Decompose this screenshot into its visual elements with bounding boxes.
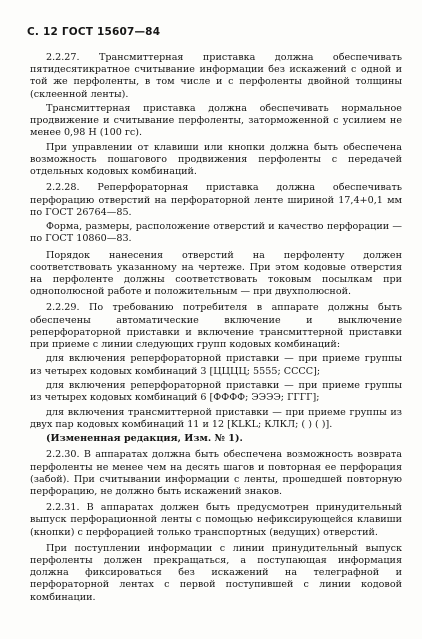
paragraph: Форма, размеры, расположение отверстий и качество перфорации — по ГОСТ 10860—83. bbox=[30, 221, 402, 245]
amendment-note: (Измененная редакция, Изм. № 1). bbox=[46, 433, 243, 445]
document-body bbox=[30, 52, 402, 606]
paragraph-2-2-27: 2.2.27. Трансмиттерная приставка должна обеспечивать пятидесятикратное считывание информации без искажений с одной и той же перфоленты, в том числе и с перфоленты двойной толщины (склеенной ленты). bbox=[30, 52, 402, 100]
page-header: С. 12 ГОСТ 15607—84 bbox=[27, 26, 161, 38]
paragraph: Порядок нанесения отверстий на перфоленту должен соответствовать указанному на чертеже. При этом кодовые отверстия на перфоленте должны соответствовать токовым посылкам при однополюсной работе и положительным — при двухполюсной. bbox=[30, 249, 402, 298]
paragraph: для включения трансмиттерной приставки — при приеме группы из двух пар кодовых комбинаций 11 и 12 [KLKL; КЛКЛ; ( ) ( )]. bbox=[30, 406, 402, 430]
paragraph-2-2-31: 2.2.31. В аппаратах должен быть предусмотрен принудительный выпуск перфорационной ленты с помощью нефиксирующейся клавиши (кнопки) с перфорацией только транспортных (ведущих) отверстий. bbox=[30, 502, 402, 538]
paragraph-2-2-30: 2.2.30. В аппаратах должна быть обеспечена возможность возврата перфоленты не менее чем на десять шагов и повторная ее перфорация (забой). При считывании информации с ленты, прошедшей повторную перфорацию, не должно быть искажений знаков. bbox=[30, 449, 402, 498]
paragraph: При поступлении информации с линии принудительный выпуск перфоленты должен прекращаться, а поступающая информация должна фиксироваться без искажений на телеграфной и перфораторной лентах с первой поступившей с линии кодовой комбинации. bbox=[30, 542, 402, 603]
paragraph: для включения реперфораторной приставки — при приеме группы из четырех кодовых комбинаций 6 [ФФФФ; ЭЭЭЭ; ГГГГ]; bbox=[30, 380, 402, 404]
paragraph: для включения реперфораторной приставки — при приеме группы из четырех кодовых комбинаций 3 [ЦЦЦЦ; 5555; СССС]; bbox=[30, 353, 402, 377]
paragraph-2-2-29: 2.2.29. По требованию потребителя в аппарате должны быть обеспечены автоматические включение и выключение реперфораторной приставки и включение трансмиттерной приставки при приеме с линии следующих групп кодовых комбинаций: bbox=[30, 302, 402, 351]
paragraph-2-2-28: 2.2.28. Реперфораторная приставка должна обеспечивать перфорацию отверстий на перфораторной ленте шириной 17,4+0,1 мм по ГОСТ 26764—85. bbox=[30, 182, 402, 218]
paragraph: При управлении от клавиши или кнопки должна быть обеспечена возможность пошагового продвижения перфоленты с передачей отдельных кодовых комбинаций. bbox=[30, 141, 402, 178]
paragraph: Трансмиттерная приставка должна обеспечивать нормальное продвижение и считывание перфоленты, заторможенной с усилием не менее 0,98 Н (100 гс). bbox=[30, 103, 402, 139]
